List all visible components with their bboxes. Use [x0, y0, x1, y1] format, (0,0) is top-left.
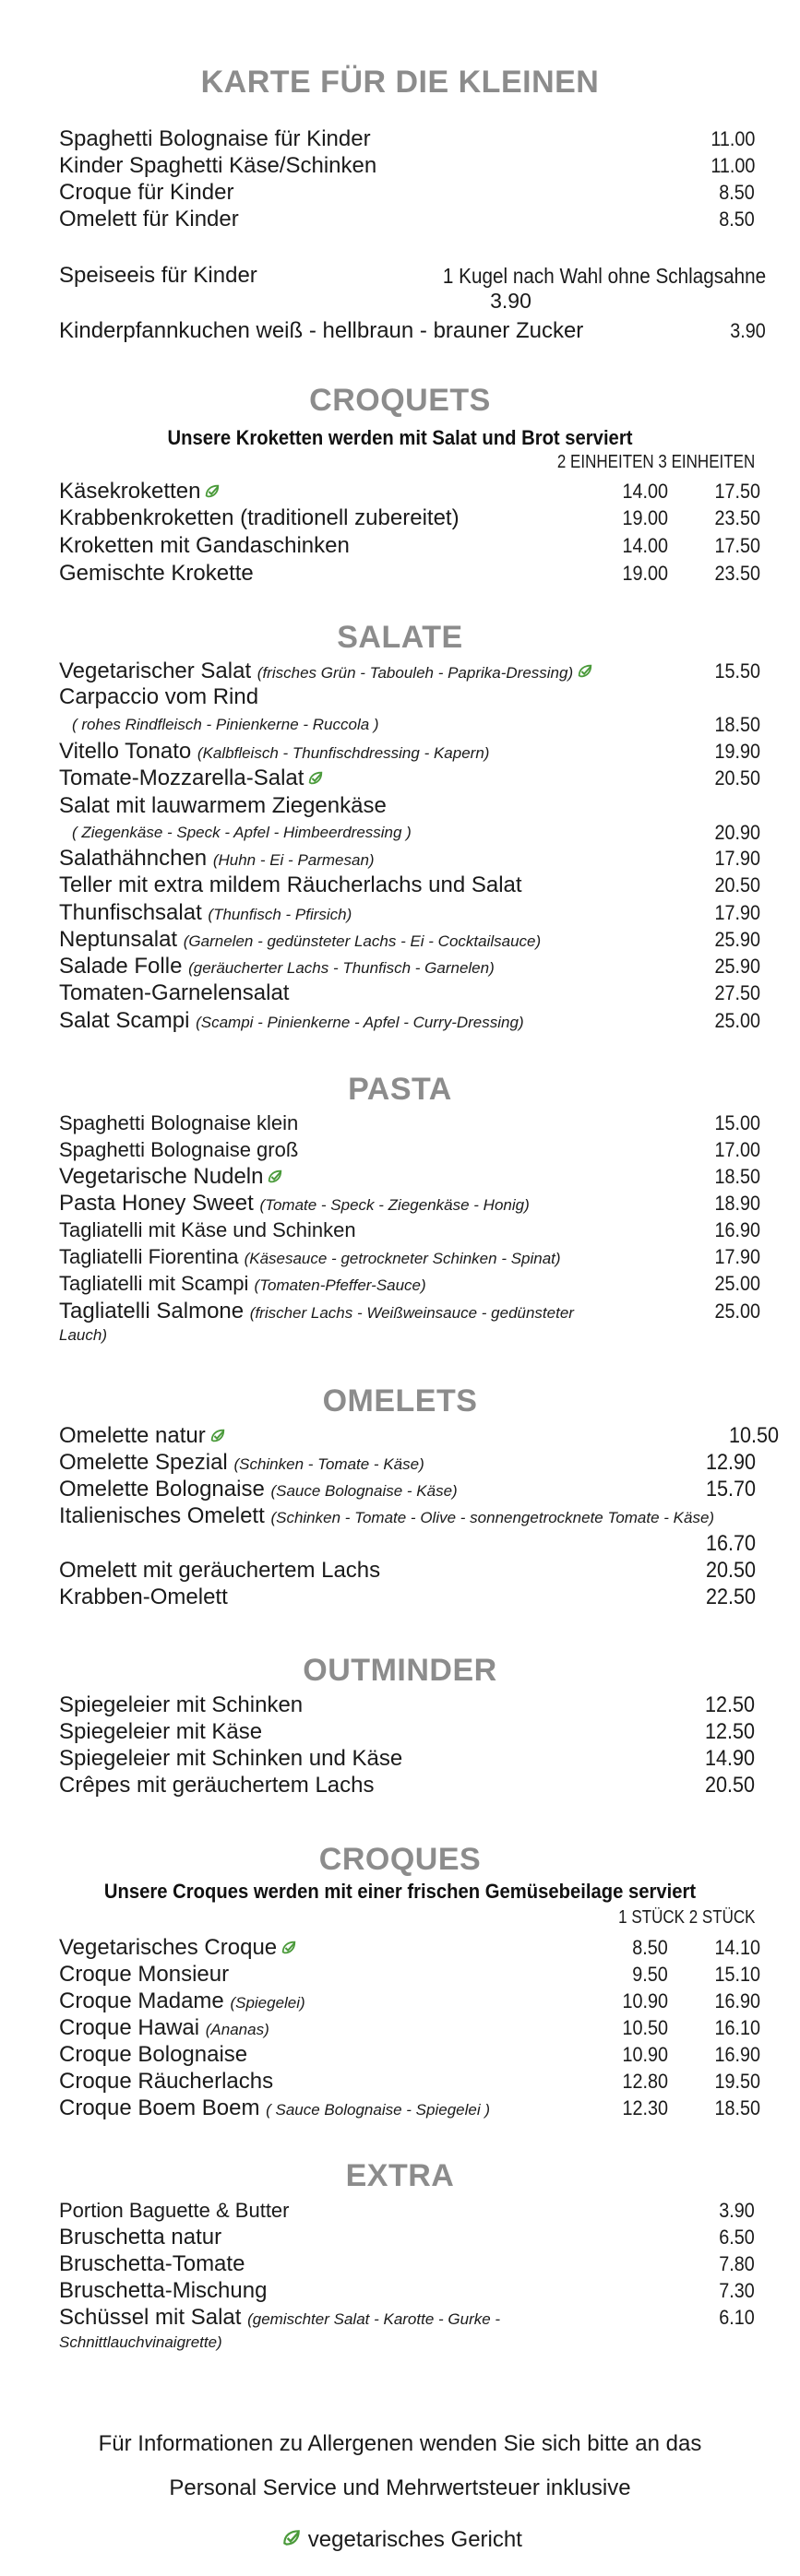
- item-price-3: 17.50: [714, 534, 760, 557]
- item-price: 20.50: [714, 766, 760, 789]
- veg-legend-label: vegetarisches Gericht: [307, 2527, 522, 2552]
- menu-item: [59, 1718, 760, 1746]
- item-desc: (Schinken - Tomate - Käse): [233, 1455, 424, 1473]
- vegetarian-icon: [209, 1428, 226, 1444]
- item-desc: (Schinken - Tomate - Olive - sonnengetrocknete Tomate - Käse): [270, 1509, 715, 1526]
- menu-item: [59, 179, 760, 207]
- item-desc: (frischer Lachs - Weißweinsauce - gedünsteter: [249, 1304, 574, 1322]
- item-name: Portion Baguette & Butter: [59, 2199, 290, 2222]
- item-price: 18.50: [714, 1165, 760, 1188]
- menu-item: [59, 1110, 760, 1137]
- menu-item: [59, 560, 760, 588]
- item-desc: (Kalbfleisch - Thunfischdressing - Kapern): [197, 744, 490, 762]
- item-desc: (Garnelen - gedünsteter Lachs - Ei - Cocktailsauce): [183, 932, 542, 950]
- menu-item: [59, 1243, 760, 1271]
- item-price: 27.50: [714, 981, 760, 1004]
- menu-item: [59, 1270, 760, 1298]
- item-price: 11.00: [710, 127, 755, 150]
- item-price-2: 18.50: [714, 2096, 760, 2119]
- item-name: Tagliatelli Fiorentina: [59, 1245, 239, 1268]
- item-desc: 1 Kugel nach Wahl ohne Schlagsahne: [442, 264, 766, 288]
- menu-item: [59, 1502, 760, 1530]
- item-name: Spiegeleier mit Schinken: [59, 1692, 304, 1717]
- menu-item: [59, 1217, 760, 1244]
- item-name: Spaghetti Bolognaise für Kinder: [59, 126, 371, 151]
- section-title-salate: SALATE: [337, 620, 463, 655]
- menu-item: [59, 1961, 760, 1988]
- item-price: 12.50: [704, 1692, 755, 1717]
- item-price-3: 23.50: [714, 562, 760, 585]
- item-name: Omelett für Kinder: [59, 207, 239, 231]
- item-price: 15.00: [714, 1111, 760, 1134]
- item-name: Salathähnchen: [59, 846, 208, 871]
- item-price-2: 19.00: [622, 506, 668, 529]
- service-note: Personal Service und Mehrwertsteuer inklusive: [169, 2475, 631, 2500]
- item-price-1: 12.80: [622, 2070, 668, 2093]
- item-name: Käsekroketten: [59, 479, 201, 504]
- menu-item: [59, 1772, 760, 1799]
- item-price: 16.70: [705, 1531, 756, 1556]
- item-price-1: 12.30: [622, 2096, 668, 2119]
- item-desc: (Tomate - Speck - Ziegenkäse - Honig): [259, 1196, 530, 1214]
- menu-item: [59, 152, 760, 180]
- item-name: Bruschetta natur: [59, 2225, 222, 2250]
- item-price-1: 10.50: [622, 2016, 668, 2039]
- item-name: Gemischte Krokette: [59, 561, 254, 586]
- item-desc: (Huhn - Ei - Parmesan): [212, 851, 375, 869]
- item-desc-cont: Schnittlauchvinaigrette): [59, 2333, 222, 2351]
- item-desc: (Ananas): [205, 2021, 269, 2038]
- item-name: Krabben-Omelett: [59, 1585, 228, 1609]
- menu-item-eis: [59, 262, 766, 290]
- menu-item: [59, 2250, 760, 2278]
- item-price: 12.90: [705, 1450, 756, 1475]
- item-name: Salat mit lauwarmem Ziegenkäse: [59, 793, 387, 818]
- menu-item: [59, 1007, 760, 1035]
- item-name: Thunfischsalat: [59, 900, 202, 925]
- item-price: 15.70: [705, 1477, 756, 1502]
- item-name: Croque Hawai: [59, 2015, 200, 2040]
- menu-item: [59, 2068, 760, 2095]
- menu-item: [59, 1584, 760, 1611]
- menu-item: [59, 792, 760, 820]
- menu-item: [59, 505, 760, 532]
- item-price-2: 14.10: [714, 1936, 760, 1959]
- menu-item: [59, 478, 760, 505]
- column-header: 1 STÜCK 2 STÜCK: [617, 1907, 755, 1928]
- item-price-2: 14.00: [622, 480, 668, 503]
- item-price: 8.50: [719, 181, 755, 204]
- item-name: Croque Monsieur: [59, 1962, 230, 1987]
- section-title-outminder: OUTMINDER: [303, 1653, 497, 1688]
- item-price: 10.50: [728, 1423, 779, 1448]
- item-price-2: 19.50: [714, 2070, 760, 2093]
- vegetarian-icon: [281, 2528, 302, 2548]
- menu-item: [59, 1298, 760, 1325]
- menu-item: [59, 2014, 760, 2042]
- item-price: 6.10: [719, 2306, 755, 2329]
- item-price: 15.50: [714, 659, 760, 683]
- item-price: 25.00: [714, 1272, 760, 1295]
- vegetarian-icon: [577, 663, 593, 680]
- menu-item: [59, 1163, 760, 1191]
- item-name: Bruschetta-Mischung: [59, 2278, 268, 2303]
- menu-item: [59, 1190, 760, 1217]
- item-price: 3.90: [719, 2199, 755, 2222]
- section-subtitle-croques: Unsere Croques werden mit einer frischen Gemüsebeilage serviert: [103, 1880, 697, 1903]
- item-price: 11.00: [710, 154, 755, 177]
- menu-item: [59, 658, 760, 685]
- item-name: Kinderpfannkuchen weiß - hellbraun - brauner Zucker: [59, 318, 584, 343]
- item-name: Spiegeleier mit Schinken und Käse: [59, 1746, 403, 1771]
- item-price: 17.90: [714, 1245, 760, 1268]
- item-desc: (Spiegelei): [230, 1994, 305, 2012]
- section-title-croques: CROQUES: [318, 1842, 482, 1877]
- menu-item: [59, 2224, 760, 2251]
- item-name: Omelette Bolognaise: [59, 1477, 265, 1502]
- item-name: Bruschetta-Tomate: [59, 2251, 245, 2276]
- item-price-3: 17.50: [714, 480, 760, 503]
- item-price: 3.90: [730, 319, 766, 342]
- item-name: Vegetarischer Salat: [59, 659, 252, 683]
- item-name: Vegetarisches Croque: [59, 1935, 278, 1960]
- item-price: 3.90: [490, 289, 531, 313]
- section-subtitle-croquets: Unsere Kroketten werden mit Salat und Brot serviert: [167, 426, 633, 449]
- menu-item: [59, 1136, 760, 1164]
- menu-item: [59, 1422, 779, 1450]
- item-name: Kroketten mit Gandaschinken: [59, 533, 350, 558]
- item-price: 20.50: [705, 1558, 756, 1583]
- item-price: 22.50: [705, 1585, 756, 1609]
- menu-item: [59, 872, 760, 899]
- item-name: Pasta Honey Sweet: [59, 1191, 254, 1216]
- menu-item-desc-row: [59, 711, 760, 739]
- item-price-1: 10.90: [622, 2043, 668, 2066]
- item-price: 25.00: [714, 1300, 760, 1323]
- section-title-omelets: OMELETS: [322, 1383, 478, 1419]
- menu-item: [59, 1745, 760, 1773]
- item-desc: (Scampi - Pinienkerne - Apfel - Curry-Dressing): [196, 1014, 524, 1031]
- item-price-2: 16.10: [714, 2016, 760, 2039]
- item-name: Italienisches Omelett: [59, 1503, 265, 1528]
- item-name: Tagliatelli mit Scampi: [59, 1272, 249, 1295]
- item-desc: (frisches Grün - Tabouleh - Paprika-Dressing): [257, 664, 574, 682]
- item-name: Omelett mit geräuchertem Lachs: [59, 1558, 381, 1583]
- item-name: Salade Folle: [59, 954, 183, 979]
- item-price: 25.90: [714, 928, 760, 951]
- item-name: Kinder Spaghetti Käse/Schinken: [59, 153, 377, 178]
- vegetarian-icon: [204, 483, 221, 500]
- vegetarian-icon: [281, 1940, 297, 1956]
- item-price-2: 16.90: [714, 2043, 760, 2066]
- item-price-1: 8.50: [632, 1936, 668, 1959]
- menu-item: [59, 683, 760, 711]
- item-price: 16.90: [714, 1218, 760, 1241]
- allergen-note: Für Informationen zu Allergenen wenden Sie sich bitte an das: [98, 2431, 702, 2456]
- section-title-croquets: CROQUETS: [309, 383, 491, 418]
- item-price: 25.90: [714, 955, 760, 978]
- menu-item-pfannkuchen: [59, 317, 766, 345]
- item-name: Croque Boem Boem: [59, 2095, 260, 2120]
- menu-item: [59, 1934, 760, 1962]
- menu-item: [59, 2277, 760, 2305]
- item-name: Crêpes mit geräuchertem Lachs: [59, 1773, 375, 1798]
- item-price-2: 16.90: [714, 1989, 760, 2012]
- item-desc: (Käsesauce - getrockneter Schinken - Spinat): [244, 1250, 561, 1267]
- item-name: Croque Madame: [59, 1988, 224, 2013]
- item-price-2: 15.10: [714, 1963, 760, 1986]
- item-price: 17.00: [714, 1138, 760, 1161]
- menu-item: [59, 1476, 760, 1503]
- item-desc: ( Ziegenkäse - Speck - Apfel - Himbeerdressing ): [72, 824, 412, 841]
- item-name: Tagliatelli mit Käse und Schinken: [59, 1218, 356, 1241]
- menu-item: [59, 2197, 760, 2225]
- menu-item: [59, 765, 760, 792]
- menu-item: [59, 979, 760, 1007]
- item-name: Speiseeis für Kinder: [59, 263, 257, 288]
- menu-item: [59, 2304, 760, 2332]
- section-title-kleinen: KARTE FÜR DIE KLEINEN: [200, 65, 600, 100]
- menu-item: [59, 125, 760, 153]
- item-name: Croque Bolognaise: [59, 2042, 248, 2067]
- item-desc: (Thunfisch - Pfirsich): [208, 906, 352, 923]
- item-name: Vitello Tonato: [59, 739, 192, 764]
- menu-item: [59, 206, 760, 233]
- item-name: Vegetarische Nudeln: [59, 1164, 264, 1189]
- item-name: Spaghetti Bolognaise groß: [59, 1138, 299, 1161]
- item-price: 20.50: [704, 1773, 755, 1798]
- item-name: Carpaccio vom Rind: [59, 684, 259, 709]
- item-name: Tomaten-Garnelensalat: [59, 980, 290, 1005]
- item-name: Omelette natur: [59, 1423, 206, 1448]
- item-price: 20.50: [714, 873, 760, 896]
- section-title-extra: EXTRA: [345, 2158, 455, 2193]
- item-price: 12.50: [704, 1719, 755, 1744]
- menu-item: [59, 845, 760, 873]
- item-price: 6.50: [719, 2226, 755, 2249]
- item-name: Teller mit extra mildem Räucherlachs und Salat: [59, 873, 522, 897]
- item-name: Schüssel mit Salat: [59, 2305, 242, 2330]
- item-price-2: 19.00: [622, 562, 668, 585]
- item-price: 17.90: [714, 901, 760, 924]
- item-price-3: 23.50: [714, 506, 760, 529]
- item-name: Croque Räucherlachs: [59, 2069, 274, 2094]
- menu-item: [59, 1557, 760, 1585]
- item-price: 18.90: [714, 1192, 760, 1215]
- section-title-pasta: PASTA: [348, 1072, 452, 1107]
- item-name: Krabbenkroketten (traditionell zubereitet): [59, 505, 460, 530]
- item-price: 8.50: [719, 208, 755, 231]
- vegetarian-icon: [267, 1169, 283, 1185]
- item-desc: (Tomaten-Pfeffer-Sauce): [254, 1276, 426, 1294]
- menu-item: [59, 1988, 760, 2015]
- item-desc: (gemischter Salat - Karotte - Gurke -: [247, 2310, 501, 2328]
- item-desc: ( Sauce Bolognaise - Spiegelei ): [266, 2101, 490, 2119]
- item-name: Neptunsalat: [59, 927, 178, 952]
- item-price-2: 14.00: [622, 534, 668, 557]
- item-price: 14.90: [704, 1746, 755, 1771]
- item-price: 7.30: [719, 2279, 755, 2302]
- menu-item: [59, 953, 760, 980]
- column-header: 2 EINHEITEN 3 EINHEITEN: [556, 452, 755, 472]
- item-name: Spaghetti Bolognaise klein: [59, 1111, 299, 1134]
- item-desc-cont: Lauch): [59, 1326, 107, 1344]
- menu-item: [59, 532, 760, 560]
- menu-item: [59, 738, 760, 766]
- menu-item: [59, 899, 760, 927]
- item-desc: ( rohes Rindfleisch - Pinienkerne - Ruccola ): [72, 716, 379, 733]
- item-desc: (geräucherter Lachs - Thunfisch - Garnelen): [188, 959, 495, 977]
- menu-item: [59, 2095, 760, 2122]
- menu-item: [59, 1692, 760, 1719]
- item-name: Spiegeleier mit Käse: [59, 1719, 263, 1744]
- item-price: 19.90: [714, 740, 760, 763]
- item-name: Tomate-Mozzarella-Salat: [59, 766, 304, 790]
- menu-item: [59, 926, 760, 954]
- menu-item-desc-row: [59, 819, 760, 847]
- vegetarian-icon: [307, 770, 324, 787]
- menu-item: [59, 2041, 760, 2069]
- item-price: 7.80: [719, 2252, 755, 2275]
- item-name: Croque für Kinder: [59, 180, 234, 205]
- menu-item-price-row: [59, 1530, 760, 1558]
- item-name: Salat Scampi: [59, 1008, 190, 1033]
- item-price-1: 9.50: [632, 1963, 668, 1986]
- item-price: 17.90: [714, 847, 760, 870]
- item-desc: (Sauce Bolognaise - Käse): [270, 1482, 458, 1500]
- item-price-1: 10.90: [622, 1989, 668, 2012]
- veg-legend: [0, 2527, 800, 2553]
- menu-item: [59, 1449, 760, 1477]
- item-name: Omelette Spezial: [59, 1450, 228, 1475]
- item-price: 20.90: [714, 821, 760, 844]
- item-name: Tagliatelli Salmone: [59, 1299, 245, 1324]
- item-price: 18.50: [714, 713, 760, 736]
- item-price: 25.00: [714, 1009, 760, 1032]
